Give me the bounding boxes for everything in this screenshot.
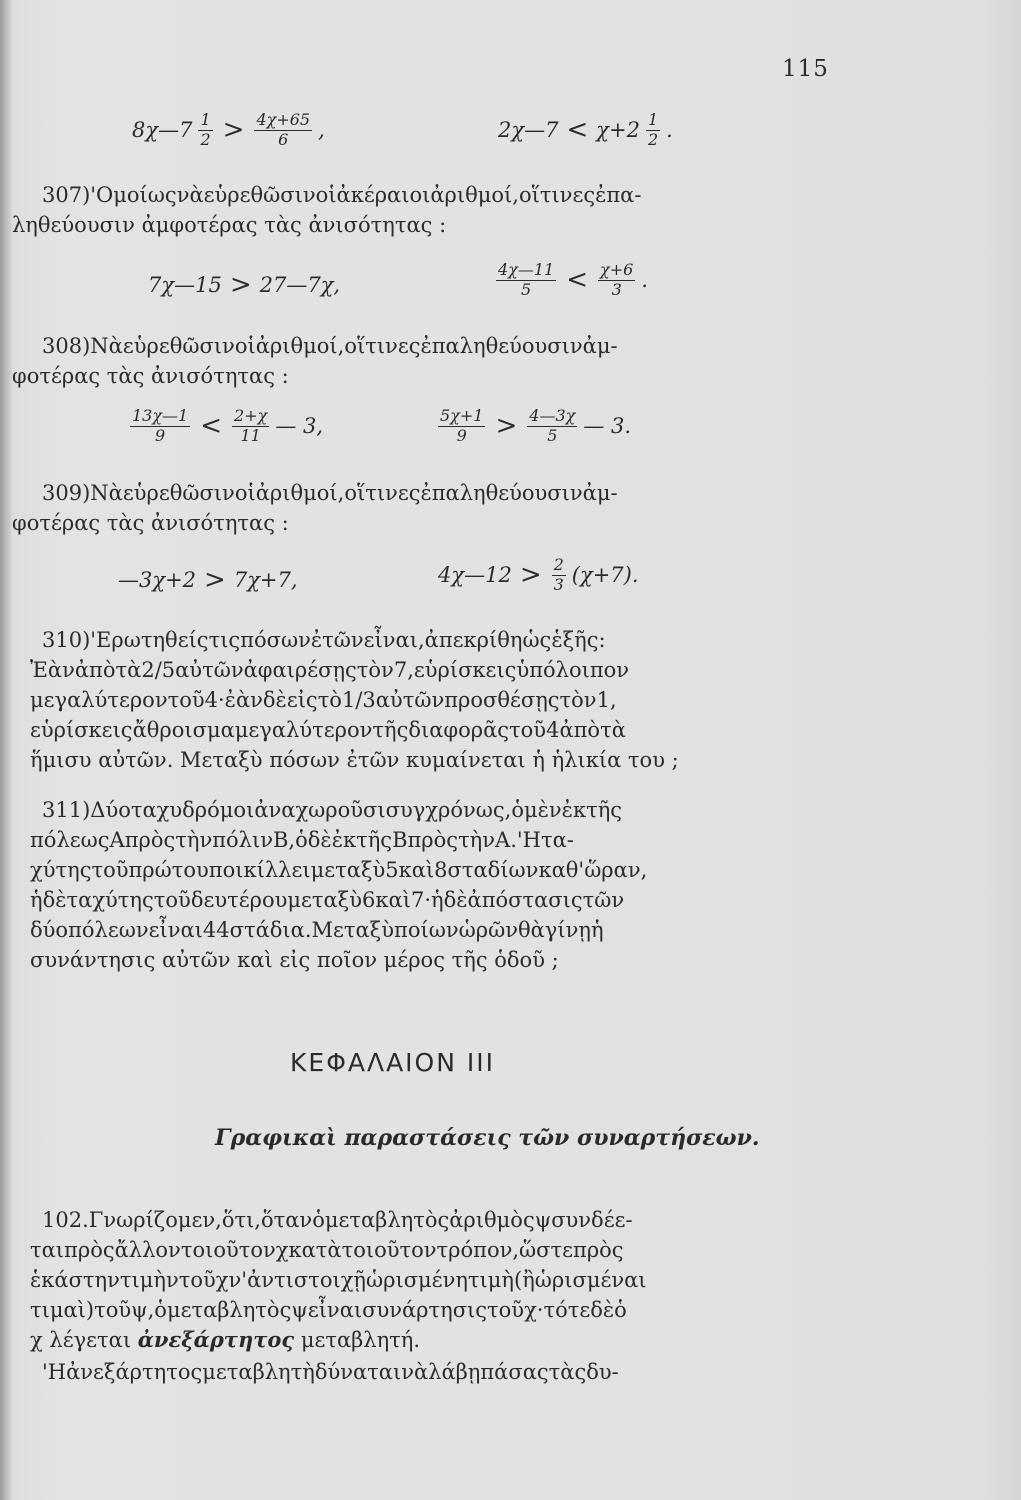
word: εὑρίσκεις xyxy=(30,718,133,742)
operator: < xyxy=(200,411,223,442)
word: τὰ xyxy=(115,658,142,682)
word: πόλιν xyxy=(212,828,273,852)
text-line xyxy=(30,915,836,945)
word: μεταβλητὸς xyxy=(324,1208,450,1232)
word: σταδίων xyxy=(447,858,539,882)
text-segment: χ λέγεται xyxy=(30,1328,132,1352)
word: μεταξὺ xyxy=(287,888,363,912)
text-line xyxy=(30,825,836,855)
fraction: $\frac{13\chi—1}{9}$ xyxy=(132,406,189,445)
expr: 2χ—7 xyxy=(498,118,559,143)
exercise-310 xyxy=(30,625,836,775)
expr: (χ+7). xyxy=(571,563,639,588)
word: ὁ xyxy=(154,1298,167,1322)
word: ὅτι, xyxy=(221,1208,261,1232)
word: τὰ xyxy=(600,718,626,742)
word: ἀριθμοί, xyxy=(255,481,345,505)
word: κατὰ xyxy=(288,1238,342,1262)
word: 2/5 xyxy=(141,658,176,682)
word: ποίων xyxy=(394,918,459,942)
word: ἀπὸ xyxy=(74,658,116,682)
word: τοῦ xyxy=(153,888,191,912)
word: ἀκέραιοι xyxy=(336,183,431,207)
word: τιμαὶ) xyxy=(30,1298,95,1322)
word: πρώτου xyxy=(128,858,209,882)
word: 307) xyxy=(42,183,91,207)
text-line xyxy=(30,885,836,915)
word: τῆς xyxy=(586,798,623,822)
word: εἶναι, xyxy=(363,628,425,652)
word: ταχύτης xyxy=(66,888,154,912)
word: τότε xyxy=(543,1298,591,1322)
word: 8 xyxy=(434,858,448,882)
word: Νὰ xyxy=(90,481,123,505)
expr: 7χ+7, xyxy=(233,568,298,592)
exercise-309 xyxy=(12,478,836,538)
text-line xyxy=(30,715,836,745)
word: τα- xyxy=(540,828,574,852)
word: μὲν xyxy=(523,798,562,822)
page-number: 115 xyxy=(782,56,829,82)
word: ταχυδρόμοι xyxy=(130,798,255,822)
word: Γνωρίζομεν, xyxy=(88,1208,222,1232)
word: ἄλλον xyxy=(114,1238,181,1262)
text-line xyxy=(30,685,836,715)
punct: . xyxy=(641,268,648,293)
word: συγχρόνως, xyxy=(385,798,512,822)
word: μεταξὺ xyxy=(310,858,386,882)
word: δὲ xyxy=(443,888,468,912)
word: τοῦ xyxy=(94,1298,132,1322)
operator: > xyxy=(519,560,542,591)
word: πόσων xyxy=(240,628,311,652)
word: Δύο xyxy=(90,798,131,822)
word: 308) xyxy=(42,334,91,358)
word: οἱ xyxy=(315,183,337,207)
word: ἀπόστασις xyxy=(467,888,583,912)
fraction: $\frac{1}{2}$ xyxy=(200,110,211,149)
expr: 27—7χ, xyxy=(259,273,341,297)
operator: > xyxy=(495,411,518,442)
word: ἀριθμοί, xyxy=(430,183,519,207)
word: ἀπεκρίθη xyxy=(424,628,523,652)
word: ὥστε xyxy=(519,1238,574,1262)
text-line xyxy=(30,1295,836,1325)
word: ἐπαληθεύουσιν xyxy=(420,481,583,505)
word: ποικίλλει xyxy=(208,858,311,882)
word: θὰ xyxy=(517,918,545,942)
word: ψ xyxy=(291,1298,308,1322)
word: πρὸς xyxy=(124,828,176,852)
word: 7· xyxy=(410,888,431,912)
word: ὡρισμένη xyxy=(366,1268,468,1292)
word: εὑρεθῶσιν xyxy=(203,183,316,207)
text-line xyxy=(30,855,836,885)
word: δὲ xyxy=(307,828,332,852)
fraction: $\frac{1}{2}$ xyxy=(647,110,659,149)
word: καθ' xyxy=(538,858,585,882)
word: εἶναι xyxy=(148,918,203,942)
word: τιμὴ xyxy=(467,1268,515,1292)
word: τοῦ xyxy=(91,858,129,882)
word: διαφορᾶς xyxy=(408,718,510,742)
word: δυ- xyxy=(586,1360,619,1384)
fraction: $\frac{4—3\chi}{5}$ xyxy=(529,406,576,445)
word: 'Ερωτηθείς xyxy=(90,628,209,652)
expr: 7χ—15 xyxy=(148,273,222,297)
word: 6 xyxy=(362,888,376,912)
word: ἐὰν xyxy=(224,688,263,712)
word: 4 xyxy=(546,718,560,742)
word: 1/3 xyxy=(341,688,376,712)
text-line xyxy=(30,1235,836,1265)
word: εὑρεθῶσιν xyxy=(122,481,235,505)
text-line xyxy=(30,1205,836,1235)
word: οἱ xyxy=(234,334,256,358)
word: Α xyxy=(109,828,125,852)
word: 'Ομοίως xyxy=(90,183,177,207)
word: δύναται xyxy=(314,1360,402,1384)
fraction: $\frac{\chi+6}{3}$ xyxy=(600,260,634,299)
word: ἡ xyxy=(431,888,444,912)
fraction: $\frac{4\chi+65}{6}$ xyxy=(256,110,311,149)
word: εὑρίσκεις xyxy=(413,658,517,682)
word: τὸν xyxy=(559,688,597,712)
word: καὶ xyxy=(375,888,411,912)
word: ἀριθμοί, xyxy=(255,334,345,358)
word: συνάρτησις xyxy=(362,1298,488,1322)
word: 'Η xyxy=(42,1360,67,1384)
fraction: $\frac{5\chi+1}{9}$ xyxy=(440,406,484,445)
text-line xyxy=(30,1325,836,1355)
word: ὥραν, xyxy=(584,858,648,882)
word: δευτέρου xyxy=(190,888,288,912)
word: ἑξῆς xyxy=(551,628,599,652)
expr: —3χ+2 xyxy=(118,568,197,592)
text-line xyxy=(42,331,836,361)
word: πάσας xyxy=(480,1360,549,1384)
word: Νὰ xyxy=(90,334,123,358)
text-line: φοτέρας τὰς ἀνισότητας : xyxy=(12,511,289,535)
word: αὐτῶν xyxy=(375,688,445,712)
expr: 4χ—12 xyxy=(438,563,512,588)
inequality-row-1b xyxy=(498,112,673,149)
section-102 xyxy=(30,1205,836,1387)
expr: χ+2 xyxy=(596,118,640,143)
fraction: $\frac{2}{3}$ xyxy=(553,555,564,594)
word: ἐπαληθεύουσιν xyxy=(420,334,583,358)
operator: > xyxy=(229,270,252,300)
inequality-row-2 xyxy=(148,270,340,300)
word: τιμὴν xyxy=(119,1268,179,1292)
text-line: συνάντησις αὐτῶν καὶ εἰς ποῖον μέρος τῆς ὁδοῦ ; xyxy=(30,948,559,972)
word: ται xyxy=(30,1238,65,1262)
word: τρόπον, xyxy=(436,1238,520,1262)
text-line xyxy=(30,655,836,685)
word: τις xyxy=(208,628,241,652)
text-line xyxy=(42,180,836,210)
word: τὸν xyxy=(356,658,394,682)
word: ἀπὸ xyxy=(559,718,601,742)
word: μεγαλύτερον xyxy=(234,718,373,742)
word: ἐπα- xyxy=(595,183,642,207)
word: χ· xyxy=(524,1298,544,1322)
inequality-row-3b xyxy=(436,408,631,445)
text-line: ληθεύουσιν ἀμφοτέρας τὰς ἀνισότητας : xyxy=(12,213,447,237)
text-line xyxy=(30,795,836,825)
inequality-row-2b xyxy=(494,262,648,299)
word: χύτης xyxy=(30,858,92,882)
word: μεταβλητὸς xyxy=(166,1298,292,1322)
punct: , xyxy=(318,118,325,143)
word: ὑπόλοιπον xyxy=(516,658,630,682)
word: τὸ xyxy=(317,688,342,712)
word: ὁ xyxy=(312,1208,325,1232)
word: αὐτῶν xyxy=(175,658,244,682)
word: καὶ xyxy=(398,858,435,882)
word: μεταβλητὴ xyxy=(202,1360,315,1384)
word: εὑρεθῶσιν xyxy=(122,334,235,358)
word: ἀριθμὸς xyxy=(449,1208,535,1232)
word: ἀφαιρέσῃς xyxy=(243,658,357,682)
word: ἐτῶν xyxy=(310,628,364,652)
inequality-row-1 xyxy=(132,112,325,149)
word: πρὸς xyxy=(407,828,459,852)
word: ἀντιστοιχῇ xyxy=(247,1268,366,1292)
word: δύο xyxy=(30,918,69,942)
word: ἀνεξάρτητος xyxy=(66,1360,203,1384)
expr: 8χ—7 xyxy=(132,118,193,143)
word: πρὸς xyxy=(64,1238,115,1262)
word: συνδέε- xyxy=(551,1208,633,1232)
word: 311) xyxy=(42,798,91,822)
operator: > xyxy=(222,115,245,146)
word: (ἢ xyxy=(514,1268,535,1292)
word: ὁ xyxy=(511,798,524,822)
word: ὅταν xyxy=(260,1208,313,1232)
word: οἱ xyxy=(234,481,256,505)
word: Ἐὰν xyxy=(30,658,75,682)
word: τοῦ xyxy=(487,1298,525,1322)
operator: > xyxy=(204,565,226,595)
word: 5 xyxy=(385,858,399,882)
word: δὲ xyxy=(262,688,287,712)
word: ἐκ xyxy=(331,828,357,852)
chapter-subtitle: Γραφικαὶ παραστάσεις τῶν συναρτήσεων. xyxy=(215,1125,760,1151)
word: ἀναχωροῦσι xyxy=(254,798,386,822)
text-line xyxy=(30,625,836,655)
inequality-row-3 xyxy=(128,408,323,445)
word: ἡ xyxy=(590,918,604,942)
word: ἀμ- xyxy=(582,481,618,505)
text-line: ἥμισυ αὐτῶν. Μεταξὺ πόσων ἐτῶν κυμαίνεται ἡ ἡλικία του ; xyxy=(30,748,679,772)
word: δὲ xyxy=(42,888,67,912)
word: μεγαλύτερον xyxy=(30,688,168,712)
word: ἡ xyxy=(30,888,43,912)
emphasized-term: ἀνεξάρτητος xyxy=(137,1327,295,1352)
word: οἵτινες xyxy=(344,481,421,505)
word: ὁ xyxy=(614,1298,627,1322)
word: ἄθροισμα xyxy=(132,718,235,742)
word: 309) xyxy=(42,481,91,505)
word: ὡρισμέναι xyxy=(534,1268,647,1292)
exercise-307 xyxy=(12,180,836,240)
text-segment: μεταβλητή. xyxy=(300,1328,421,1352)
word: εἰς xyxy=(286,688,318,712)
word: τοῦ xyxy=(167,688,205,712)
word: : xyxy=(598,628,606,652)
word: τοῦ xyxy=(178,1268,216,1292)
word: τοιοῦτον xyxy=(341,1238,437,1262)
word: νὰ xyxy=(401,1360,429,1384)
word: 4· xyxy=(204,688,225,712)
word: προσθέσῃς xyxy=(444,688,560,712)
text-line xyxy=(30,1357,836,1387)
fraction: $\frac{2+\chi}{11}$ xyxy=(234,406,268,445)
word: οἵτινες xyxy=(344,334,421,358)
word: ἑκάστην xyxy=(30,1268,120,1292)
word: πόλεων xyxy=(68,918,149,942)
word: Β xyxy=(392,828,408,852)
exercise-308 xyxy=(12,331,836,391)
word: εἶναι xyxy=(307,1298,363,1322)
operator: < xyxy=(566,115,589,146)
word: νὰ xyxy=(176,183,204,207)
chapter-title: ΚΕΦΑΛΑΙΟΝ III xyxy=(290,1048,495,1077)
word: τῶν xyxy=(582,888,625,912)
word: πρὸς xyxy=(573,1238,624,1262)
word: τοιοῦτον xyxy=(180,1238,276,1262)
word: τὰς xyxy=(548,1360,587,1384)
expr: — 3, xyxy=(275,414,324,439)
text-line xyxy=(30,1265,836,1295)
word: ὡρῶν xyxy=(458,918,518,942)
word: 7, xyxy=(393,658,414,682)
word: λάβῃ xyxy=(428,1360,481,1384)
operator: < xyxy=(566,265,589,296)
word: δὲ xyxy=(590,1298,615,1322)
word: χ xyxy=(215,1268,229,1292)
word: τὴν xyxy=(175,828,213,852)
word: ὁ xyxy=(295,828,308,852)
page-edge-shadow xyxy=(0,0,12,1500)
expr: — 3. xyxy=(583,414,632,439)
word: οἵτινες xyxy=(518,183,596,207)
word: 310) xyxy=(42,628,91,652)
word: τὴν xyxy=(458,828,496,852)
exercise-311 xyxy=(30,795,836,975)
text-line: φοτέρας τὰς ἀνισότητας : xyxy=(12,364,289,388)
word: στάδια. xyxy=(229,918,312,942)
fraction: $\frac{4\chi—11}{5}$ xyxy=(498,260,555,299)
word: Μεταξὺ xyxy=(311,918,395,942)
word: ἀμ- xyxy=(582,334,618,358)
inequality-row-4b xyxy=(438,557,639,594)
word: 1, xyxy=(596,688,617,712)
word: χ xyxy=(275,1238,289,1262)
word: ψ xyxy=(534,1208,552,1232)
word: ὡς xyxy=(522,628,552,652)
inequality-row-4 xyxy=(118,565,298,595)
word: γίνῃ xyxy=(544,918,591,942)
word: Β, xyxy=(273,828,296,852)
word: τῆς xyxy=(372,718,409,742)
word: ν' xyxy=(228,1268,248,1292)
word: ἐκ xyxy=(561,798,587,822)
word: 102. xyxy=(42,1208,89,1232)
word: τῆς xyxy=(356,828,393,852)
word: ψ, xyxy=(131,1298,155,1322)
word: τοῦ xyxy=(509,718,547,742)
text-line xyxy=(42,478,836,508)
punct: . xyxy=(666,118,673,143)
word: Α. xyxy=(495,828,517,852)
word: πόλεως xyxy=(30,828,110,852)
word: 'Η xyxy=(516,828,541,852)
word: 44 xyxy=(202,918,230,942)
